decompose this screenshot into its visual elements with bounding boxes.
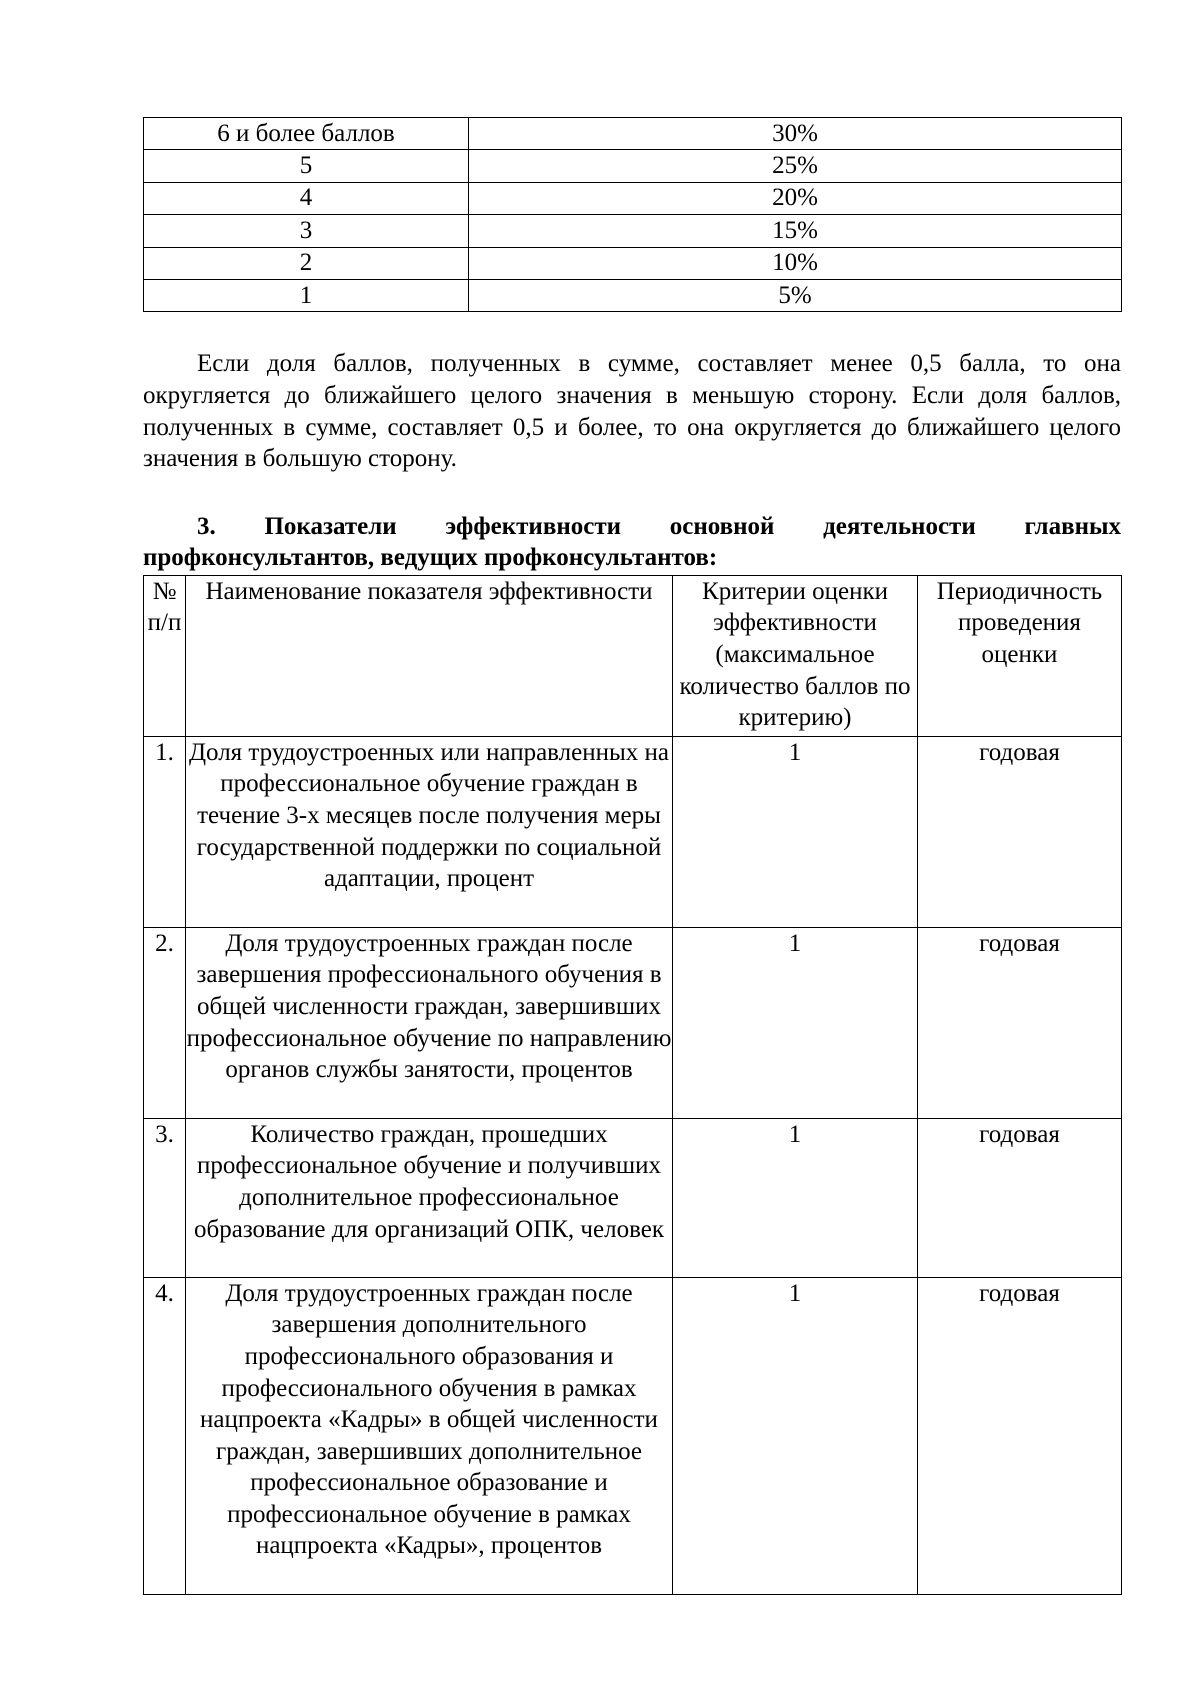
- section-heading: 3. Показатели эффективности основной деятельности главных профконсультантов, ведущих профконсультантов:: [143, 512, 1121, 571]
- row-name: Доля трудоустроенных граждан после завершения дополнительного профессионального образования и профессионального обучения в рамках нацпроекта «Кадры» в общей численности граждан, завершивших дополнительное профессиональное образование и профессиональное обучение в рамках нацпроекта «Кадры», процентов: [186, 1277, 673, 1594]
- row-periodicity: годовая: [918, 736, 1122, 927]
- table-row: [144, 118, 1122, 150]
- row-criteria: 1: [673, 1118, 918, 1277]
- table-row: [144, 182, 1122, 214]
- percent-cell: 5%: [469, 279, 1122, 311]
- row-name: Доля трудоустроенных граждан после завершения профессионального обучения в общей численности граждан, завершивших профессиональное обучение по направлению органов службы занятости, процентов: [186, 927, 673, 1118]
- score-cell: 6 и более баллов: [144, 118, 469, 150]
- header-periodicity: Периодичность проведения оценки: [918, 575, 1122, 736]
- row-periodicity: годовая: [918, 927, 1122, 1118]
- row-number: 1.: [144, 736, 186, 927]
- table-row: [144, 1277, 1122, 1594]
- rounding-paragraph: Если доля баллов, полученных в сумме, составляет менее 0,5 балла, то она округляется до ближайшего целого значения в меньшую сторону. Если доля баллов, полученных в сумме, составляет 0,5 и более, то она округляется до ближайшего целого значения в большую сторону.: [143, 350, 1121, 473]
- percent-cell: 25%: [469, 150, 1122, 182]
- percent-cell: 10%: [469, 247, 1122, 279]
- header-criteria: Критерии оценки эффективности (максимальное количество баллов по критерию): [673, 575, 918, 736]
- score-cell: 2: [144, 247, 469, 279]
- table-row: [144, 736, 1122, 927]
- percent-cell: 30%: [469, 118, 1122, 150]
- row-number: 2.: [144, 927, 186, 1118]
- row-criteria: 1: [673, 927, 918, 1118]
- table-row: [144, 150, 1122, 182]
- row-criteria: 1: [673, 1277, 918, 1594]
- percent-cell: 20%: [469, 182, 1122, 214]
- table-row: [144, 247, 1122, 279]
- header-name: Наименование показателя эффективности: [186, 575, 673, 736]
- table-row: [144, 215, 1122, 247]
- row-number: 4.: [144, 1277, 186, 1594]
- document-page: [143, 117, 1121, 1595]
- indicators-table: [143, 575, 1122, 1595]
- table-row: [144, 1118, 1122, 1277]
- row-criteria: 1: [673, 736, 918, 927]
- percent-cell: 15%: [469, 215, 1122, 247]
- score-cell: 5: [144, 150, 469, 182]
- row-periodicity: годовая: [918, 1118, 1122, 1277]
- table-row: [144, 927, 1122, 1118]
- score-percent-table: [143, 117, 1122, 312]
- score-cell: 3: [144, 215, 469, 247]
- row-periodicity: годовая: [918, 1277, 1122, 1594]
- row-name: Количество граждан, прошедших профессиональное обучение и получивших дополнительное профессиональное образование для организаций ОПК, человек: [186, 1118, 673, 1277]
- header-number: № п/п: [144, 575, 186, 736]
- row-name: Доля трудоустроенных или направленных на профессиональное обучение граждан в течение 3-х месяцев после получения меры государственной поддержки по социальной адаптации, процент: [186, 736, 673, 927]
- table-row: [144, 279, 1122, 311]
- row-number: 3.: [144, 1118, 186, 1277]
- table-header-row: [144, 575, 1122, 736]
- score-cell: 4: [144, 182, 469, 214]
- score-cell: 1: [144, 279, 469, 311]
